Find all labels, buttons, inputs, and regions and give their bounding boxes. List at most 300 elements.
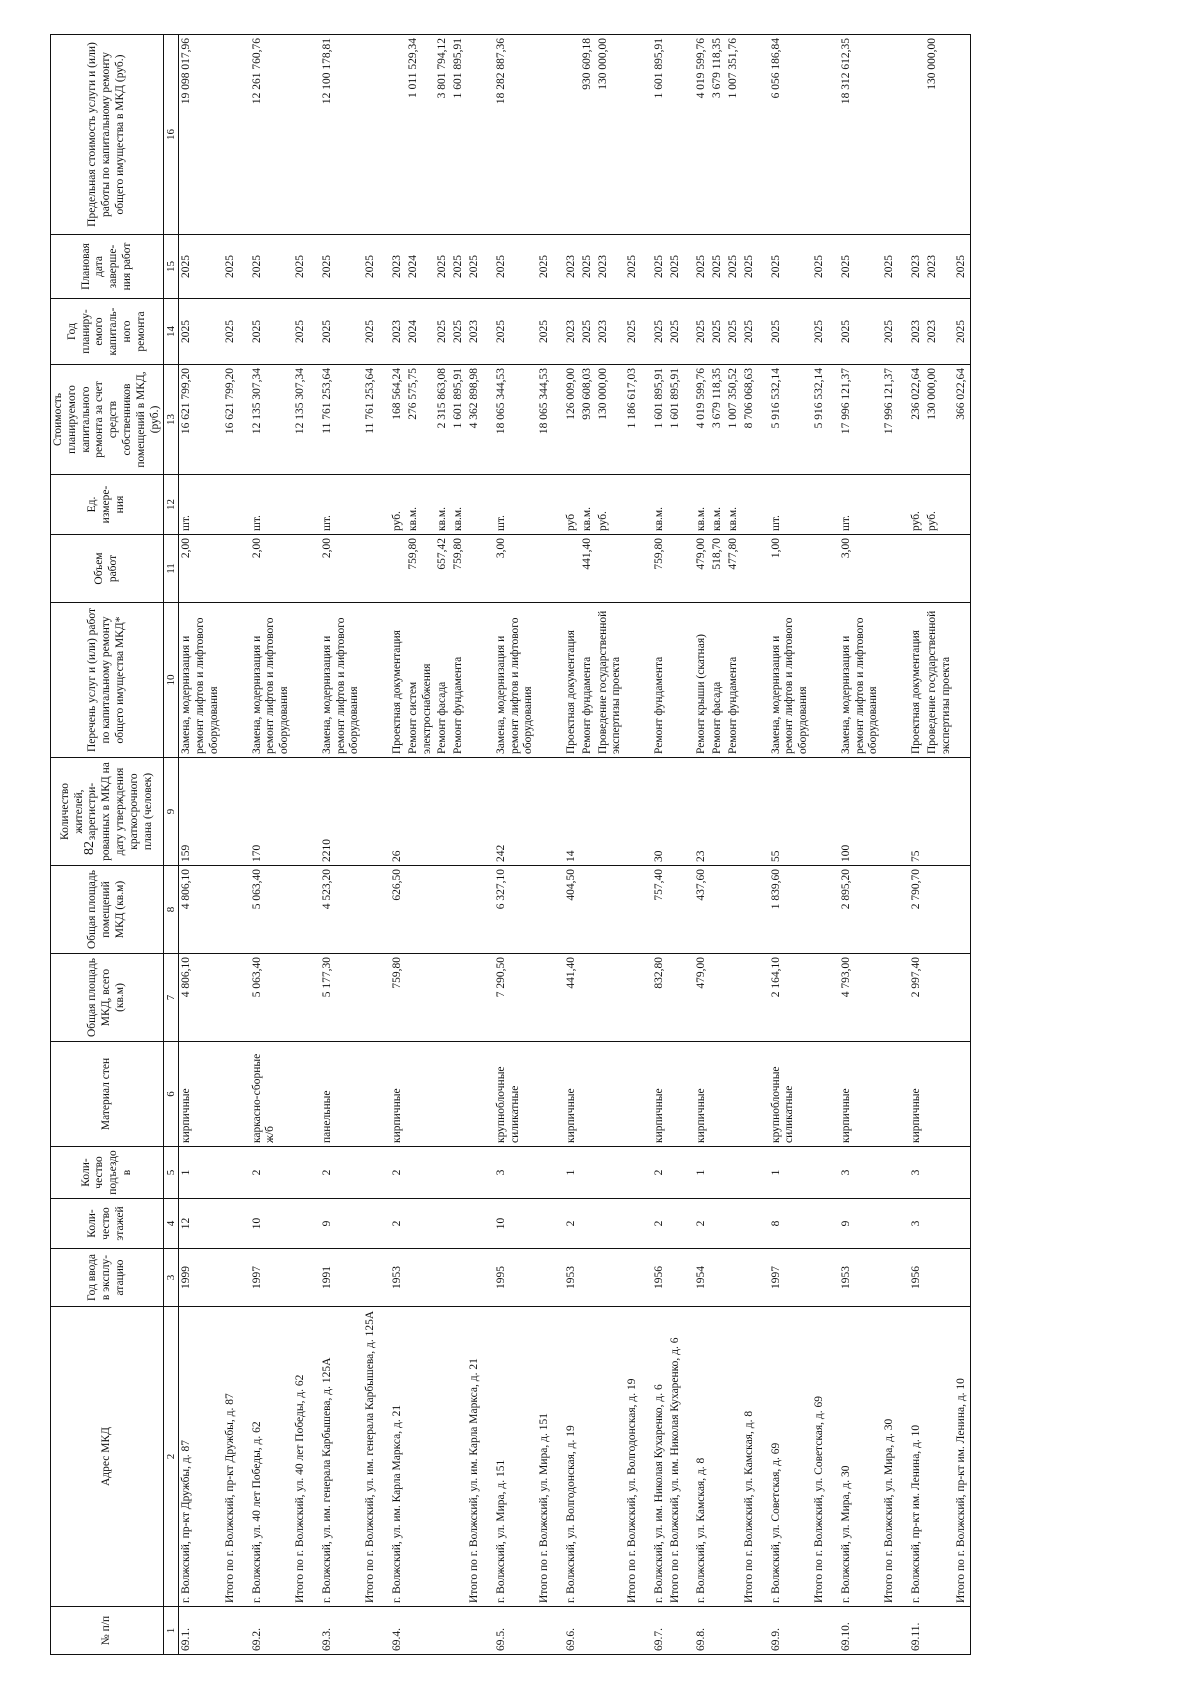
- table-cell: Проведение государственной экспертизы проекта: [596, 603, 626, 758]
- table-cell: [580, 1199, 596, 1249]
- table-cell: [223, 954, 239, 1042]
- table-cell: 18 065 344,53: [494, 365, 537, 475]
- table-cell: 5 916 532,14: [769, 365, 812, 475]
- table-cell: [451, 1147, 467, 1199]
- table-cell: 4 019 599,76: [694, 35, 710, 235]
- table-cell: [812, 1042, 828, 1147]
- table-cell: [580, 1607, 596, 1655]
- table-cell: [537, 35, 553, 235]
- table-cell: Замена, модернизация и ремонт лифтов и лифтового оборудования: [179, 603, 223, 758]
- total-row: [537, 35, 553, 1655]
- column-header: Адрес МКД: [51, 1307, 164, 1607]
- column-header: Объем работ: [51, 535, 164, 603]
- table-cell: 2025: [742, 235, 758, 299]
- column-number: 16: [164, 35, 179, 235]
- table-cell: 2025: [223, 235, 239, 299]
- table-cell: [467, 1607, 483, 1655]
- table-cell: [710, 866, 726, 954]
- table-row: [406, 35, 436, 1655]
- table-cell: [726, 954, 742, 1042]
- table-cell: [223, 1147, 239, 1199]
- total-row: [882, 35, 898, 1655]
- table-cell: [726, 1042, 742, 1147]
- table-cell: [451, 1042, 467, 1147]
- table-cell: 3 679 118,35: [710, 365, 726, 475]
- table-cell: [742, 866, 758, 954]
- table-cell: 2025: [652, 235, 668, 299]
- table-cell: [742, 475, 758, 535]
- table-cell: [537, 1199, 553, 1249]
- table-cell: 2: [390, 1199, 406, 1249]
- table-cell: 1: [564, 1147, 580, 1199]
- table-body: [179, 35, 971, 1655]
- table-cell: [293, 1147, 309, 1199]
- table-cell: 477,80: [726, 535, 742, 603]
- column-header: Стоимость планируемого капитального ремонта за счет средств собственников помещений в МКД, (руб.): [51, 365, 164, 475]
- table-cell: [223, 35, 239, 235]
- table-cell: 1 839,60: [769, 866, 812, 954]
- table-cell: [882, 1249, 898, 1307]
- table-cell: 2025: [293, 235, 309, 299]
- total-row: [625, 35, 641, 1655]
- table-cell: 2025: [467, 235, 483, 299]
- table-cell: крупноблочные силикатные: [494, 1042, 537, 1147]
- table-cell: Итого по г. Волжский, ул. Советская, д. 69: [812, 1307, 828, 1607]
- table-cell: [596, 866, 626, 954]
- table-cell: 2: [694, 1199, 710, 1249]
- table-cell: [293, 535, 309, 603]
- table-cell: 3,00: [494, 535, 537, 603]
- table-cell: [406, 1042, 436, 1147]
- table-cell: [742, 603, 758, 758]
- table-row: [726, 35, 742, 1655]
- repair-plan-table: [50, 34, 971, 1655]
- table-cell: г. Волжский, ул. Волгодонская, д. 19: [564, 1307, 580, 1607]
- table-cell: 2025: [710, 299, 726, 365]
- table-cell: [726, 758, 742, 866]
- table-cell: 2: [652, 1199, 668, 1249]
- table-cell: [742, 1042, 758, 1147]
- table-cell: [293, 1042, 309, 1147]
- table-cell: [882, 475, 898, 535]
- table-cell: [625, 954, 641, 1042]
- column-header: Год ввода в эксплу-атацию: [51, 1249, 164, 1307]
- table-cell: [909, 35, 925, 235]
- table-cell: 2025: [882, 235, 898, 299]
- rotated-page: [50, 35, 1180, 1655]
- table-row: [839, 35, 882, 1655]
- table-cell: 1 601 895,91: [451, 35, 467, 235]
- total-row: [293, 35, 309, 1655]
- table-cell: [925, 1607, 955, 1655]
- table-cell: Проектная документация: [909, 603, 925, 758]
- table-cell: 2025: [839, 235, 882, 299]
- table-cell: 69.6.: [564, 1607, 580, 1655]
- table-cell: 2025: [494, 299, 537, 365]
- table-cell: 2025: [625, 299, 641, 365]
- table-cell: [406, 1307, 436, 1607]
- table-header: [51, 35, 179, 1655]
- table-cell: [925, 954, 955, 1042]
- table-cell: [668, 535, 684, 603]
- table-cell: [390, 35, 406, 235]
- table-cell: 11 761 253,64: [320, 365, 363, 475]
- column-number: 9: [164, 758, 179, 866]
- table-cell: 2023: [909, 299, 925, 365]
- table-cell: [293, 1607, 309, 1655]
- table-cell: 12: [179, 1199, 223, 1249]
- table-cell: [882, 758, 898, 866]
- table-cell: [467, 954, 483, 1042]
- table-cell: кв.м.: [451, 475, 467, 535]
- column-number: 10: [164, 603, 179, 758]
- table-cell: [435, 1042, 451, 1147]
- column-number: 14: [164, 299, 179, 365]
- column-header: Количество жителей, зарегистри-рованных в МКД на дату утверждения краткосрочного плана (человек): [51, 758, 164, 866]
- table-cell: 759,80: [390, 954, 406, 1042]
- table-cell: 2025: [694, 299, 710, 365]
- table-cell: кирпичные: [652, 1042, 668, 1147]
- table-cell: 1953: [390, 1249, 406, 1307]
- column-number: 1: [164, 1607, 179, 1655]
- table-cell: 2023: [564, 299, 580, 365]
- table-cell: [363, 1249, 379, 1307]
- table-cell: [726, 1607, 742, 1655]
- table-cell: [293, 1249, 309, 1307]
- table-cell: 4 806,10: [179, 866, 223, 954]
- table-cell: 2025: [320, 235, 363, 299]
- total-row: [223, 35, 239, 1655]
- table-cell: 1997: [250, 1249, 293, 1307]
- table-cell: 1997: [769, 1249, 812, 1307]
- table-cell: [882, 1607, 898, 1655]
- table-cell: шт.: [250, 475, 293, 535]
- table-cell: 130 000,00: [925, 365, 955, 475]
- table-cell: [596, 1307, 626, 1607]
- table-cell: [223, 475, 239, 535]
- table-cell: [596, 954, 626, 1042]
- column-number: 15: [164, 235, 179, 299]
- table-cell: [954, 603, 970, 758]
- table-cell: [363, 1607, 379, 1655]
- column-header: Коли-чество подъездо в: [51, 1147, 164, 1199]
- table-cell: [406, 1607, 436, 1655]
- table-cell: 4 019 599,76: [694, 365, 710, 475]
- column-number: 13: [164, 365, 179, 475]
- table-cell: 6 327,10: [494, 866, 537, 954]
- table-cell: [954, 954, 970, 1042]
- table-cell: 100: [839, 758, 882, 866]
- table-cell: г. Волжский, ул. 40 лет Победы, д. 62: [250, 1307, 293, 1607]
- table-cell: 17 996 121,37: [839, 365, 882, 475]
- total-row: [363, 35, 379, 1655]
- table-cell: 2 790,70: [909, 866, 925, 954]
- table-cell: 12 135 307,34: [250, 365, 293, 475]
- table-cell: 479,00: [694, 535, 710, 603]
- table-cell: [223, 535, 239, 603]
- table-cell: [363, 866, 379, 954]
- table-cell: руб.: [596, 475, 626, 535]
- table-cell: 5 063,40: [250, 954, 293, 1042]
- table-cell: 657,42: [435, 535, 451, 603]
- table-cell: 2,00: [179, 535, 223, 603]
- table-cell: 69.2.: [250, 1607, 293, 1655]
- table-cell: [954, 866, 970, 954]
- table-cell: [451, 1607, 467, 1655]
- table-cell: [406, 954, 436, 1042]
- table-cell: [406, 758, 436, 866]
- table-cell: 1954: [694, 1249, 710, 1307]
- table-cell: [954, 1147, 970, 1199]
- table-cell: кв.м.: [694, 475, 710, 535]
- table-cell: Итого по г. Волжский, ул. 40 лет Победы, д. 62: [293, 1307, 309, 1607]
- table-cell: 2025: [451, 235, 467, 299]
- table-cell: 276 575,75: [406, 365, 436, 475]
- table-cell: [710, 1307, 726, 1607]
- table-cell: [710, 1199, 726, 1249]
- table-cell: [925, 1307, 955, 1607]
- table-cell: 2023: [390, 299, 406, 365]
- table-cell: 69.1.: [179, 1607, 223, 1655]
- column-number: 2: [164, 1307, 179, 1607]
- table-cell: 4 793,00: [839, 954, 882, 1042]
- table-cell: Итого по г. Волжский, ул. им. Николая Кухаренко, д. 6: [668, 1307, 684, 1607]
- table-cell: 1 007 350,52: [726, 365, 742, 475]
- table-cell: 2 895,20: [839, 866, 882, 954]
- table-cell: Замена, модернизация и ремонт лифтов и лифтового оборудования: [769, 603, 812, 758]
- table-cell: Итого по г. Волжский, ул. Камская, д. 8: [742, 1307, 758, 1607]
- table-cell: 3 801 794,12: [435, 35, 451, 235]
- table-cell: [451, 758, 467, 866]
- table-cell: 930 609,18: [580, 35, 596, 235]
- table-cell: [668, 1042, 684, 1147]
- table-cell: кв.м.: [580, 475, 596, 535]
- table-cell: 2025: [839, 299, 882, 365]
- table-cell: [537, 535, 553, 603]
- table-cell: 2: [250, 1147, 293, 1199]
- table-cell: [223, 758, 239, 866]
- table-cell: 1956: [652, 1249, 668, 1307]
- table-cell: [451, 1307, 467, 1607]
- table-cell: 2025: [954, 235, 970, 299]
- table-cell: 2025: [580, 235, 596, 299]
- table-cell: Ремонт фундамента: [580, 603, 596, 758]
- table-cell: [293, 866, 309, 954]
- table-cell: 168 564,24: [390, 365, 406, 475]
- table-cell: 2 315 863,08: [435, 365, 451, 475]
- table-cell: [812, 475, 828, 535]
- table-cell: [625, 603, 641, 758]
- table-cell: 5 916 532,14: [812, 365, 828, 475]
- table-cell: 2: [564, 1199, 580, 1249]
- table-cell: [812, 866, 828, 954]
- table-row: [320, 35, 363, 1655]
- table-cell: 1 601 895,91: [668, 365, 684, 475]
- table-cell: Ремонт фасада: [435, 603, 451, 758]
- table-cell: [580, 954, 596, 1042]
- table-cell: 2023: [390, 235, 406, 299]
- table-cell: 5 063,40: [250, 866, 293, 954]
- table-row: [494, 35, 537, 1655]
- table-cell: 2025: [668, 299, 684, 365]
- table-cell: 9: [839, 1199, 882, 1249]
- table-cell: кв.м.: [726, 475, 742, 535]
- table-cell: Ремонт фасада: [710, 603, 726, 758]
- column-header: Перечень услуг и (или) работ по капитальному ремонту общего имущества МКД*: [51, 603, 164, 758]
- table-cell: 2 997,40: [909, 954, 925, 1042]
- table-cell: [625, 535, 641, 603]
- table-cell: [954, 1199, 970, 1249]
- table-cell: 3,00: [839, 535, 882, 603]
- table-cell: [406, 1199, 436, 1249]
- table-cell: [537, 603, 553, 758]
- total-row: [812, 35, 828, 1655]
- table-cell: шт.: [320, 475, 363, 535]
- table-cell: 2,00: [320, 535, 363, 603]
- table-row: [435, 35, 451, 1655]
- table-cell: 16 621 799,20: [179, 365, 223, 475]
- table-cell: [954, 535, 970, 603]
- table-cell: [742, 535, 758, 603]
- table-cell: [580, 758, 596, 866]
- column-number: 3: [164, 1249, 179, 1307]
- table-row: [652, 35, 668, 1655]
- table-cell: [882, 603, 898, 758]
- table-cell: [293, 954, 309, 1042]
- table-cell: руб.: [925, 475, 955, 535]
- table-cell: [710, 1042, 726, 1147]
- table-row: [390, 35, 406, 1655]
- table-cell: [467, 1147, 483, 1199]
- table-cell: 1 007 351,76: [726, 35, 742, 235]
- column-header: Общая площадь помещений МКД (кв.м): [51, 866, 164, 954]
- table-cell: г. Волжский, ул. им. Карла Маркса, д. 21: [390, 1307, 406, 1607]
- table-cell: [742, 954, 758, 1042]
- table-cell: 2,00: [250, 535, 293, 603]
- table-cell: [596, 1607, 626, 1655]
- table-cell: шт.: [769, 475, 812, 535]
- column-number: 6: [164, 1042, 179, 1147]
- table-cell: 3: [839, 1147, 882, 1199]
- table-cell: 2: [390, 1147, 406, 1199]
- table-cell: [710, 954, 726, 1042]
- table-cell: [223, 1249, 239, 1307]
- table-cell: 18 065 344,53: [537, 365, 553, 475]
- table-cell: [537, 954, 553, 1042]
- table-cell: 2025: [363, 235, 379, 299]
- table-row: [694, 35, 710, 1655]
- table-cell: 2: [652, 1147, 668, 1199]
- table-cell: 17 996 121,37: [882, 365, 898, 475]
- table-cell: 126 009,00: [564, 365, 580, 475]
- table-cell: [710, 1607, 726, 1655]
- table-cell: [564, 35, 580, 235]
- table-cell: 832,80: [652, 954, 668, 1042]
- table-cell: 2025: [726, 235, 742, 299]
- table-cell: [435, 758, 451, 866]
- table-cell: [537, 1042, 553, 1147]
- table-cell: 8: [769, 1199, 812, 1249]
- table-cell: 4 806,10: [179, 954, 223, 1042]
- table-cell: 69.11.: [909, 1607, 925, 1655]
- table-cell: 2025: [812, 235, 828, 299]
- table-cell: [812, 1607, 828, 1655]
- table-cell: 5 177,30: [320, 954, 363, 1042]
- table-cell: 518,70: [710, 535, 726, 603]
- table-cell: Проектная документация: [564, 603, 580, 758]
- table-cell: 930 608,03: [580, 365, 596, 475]
- table-cell: Замена, модернизация и ремонт лифтов и лифтового оборудования: [494, 603, 537, 758]
- table-cell: [537, 1249, 553, 1307]
- table-cell: 759,80: [652, 535, 668, 603]
- column-header: Предельная стоимость услуги и (или) работы по капитальному ремонту общего имущества в МКД (руб.): [51, 35, 164, 235]
- table-cell: Ремонт систем электроснабжения: [406, 603, 436, 758]
- table-cell: 2025: [726, 299, 742, 365]
- table-cell: [537, 1607, 553, 1655]
- table-cell: 159: [179, 758, 223, 866]
- table-cell: [668, 1607, 684, 1655]
- table-cell: [580, 866, 596, 954]
- table-cell: 14: [564, 758, 580, 866]
- table-cell: 2025: [769, 235, 812, 299]
- table-cell: 30: [652, 758, 668, 866]
- table-cell: [625, 1199, 641, 1249]
- table-cell: 16 621 799,20: [223, 365, 239, 475]
- table-cell: 3: [909, 1199, 925, 1249]
- table-cell: 2025: [882, 299, 898, 365]
- table-cell: 1,00: [769, 535, 812, 603]
- total-row: [467, 35, 483, 1655]
- table-cell: 10: [250, 1199, 293, 1249]
- table-cell: [467, 758, 483, 866]
- table-row: [596, 35, 626, 1655]
- table-cell: [668, 1147, 684, 1199]
- table-cell: Замена, модернизация и ремонт лифтов и лифтового оборудования: [839, 603, 882, 758]
- table-cell: шт.: [179, 475, 223, 535]
- table-cell: Итого по г. Волжский, ул. Мира, д. 30: [882, 1307, 898, 1607]
- table-cell: Итого по г. Волжский, пр-кт Дружбы, д. 87: [223, 1307, 239, 1607]
- table-cell: 2023: [564, 235, 580, 299]
- table-cell: [742, 1199, 758, 1249]
- table-cell: [537, 1147, 553, 1199]
- table-cell: [406, 1249, 436, 1307]
- table-cell: 2025: [494, 235, 537, 299]
- table-cell: 1 186 617,03: [625, 365, 641, 475]
- table-cell: г. Волжский, ул. им. Николая Кухаренко, д. 6: [652, 1307, 668, 1607]
- table-cell: кв.м.: [435, 475, 451, 535]
- page-number: 82: [82, 841, 97, 855]
- table-cell: 69.4.: [390, 1607, 406, 1655]
- table-cell: [909, 535, 925, 603]
- table-cell: 69.10.: [839, 1607, 882, 1655]
- table-cell: [882, 1042, 898, 1147]
- table-cell: [223, 1042, 239, 1147]
- table-cell: 69.7.: [652, 1607, 668, 1655]
- table-cell: [812, 603, 828, 758]
- table-cell: 19 098 017,96: [179, 35, 223, 235]
- table-cell: 69.8.: [694, 1607, 710, 1655]
- table-cell: [625, 1042, 641, 1147]
- table-cell: 2023: [909, 235, 925, 299]
- table-cell: 2023: [925, 299, 955, 365]
- table-row: [710, 35, 726, 1655]
- table-cell: [812, 35, 828, 235]
- table-cell: 479,00: [694, 954, 710, 1042]
- column-header: № п/п: [51, 1607, 164, 1655]
- column-header: Ед. измере-ния: [51, 475, 164, 535]
- table-cell: Ремонт фундамента: [726, 603, 742, 758]
- table-cell: [537, 758, 553, 866]
